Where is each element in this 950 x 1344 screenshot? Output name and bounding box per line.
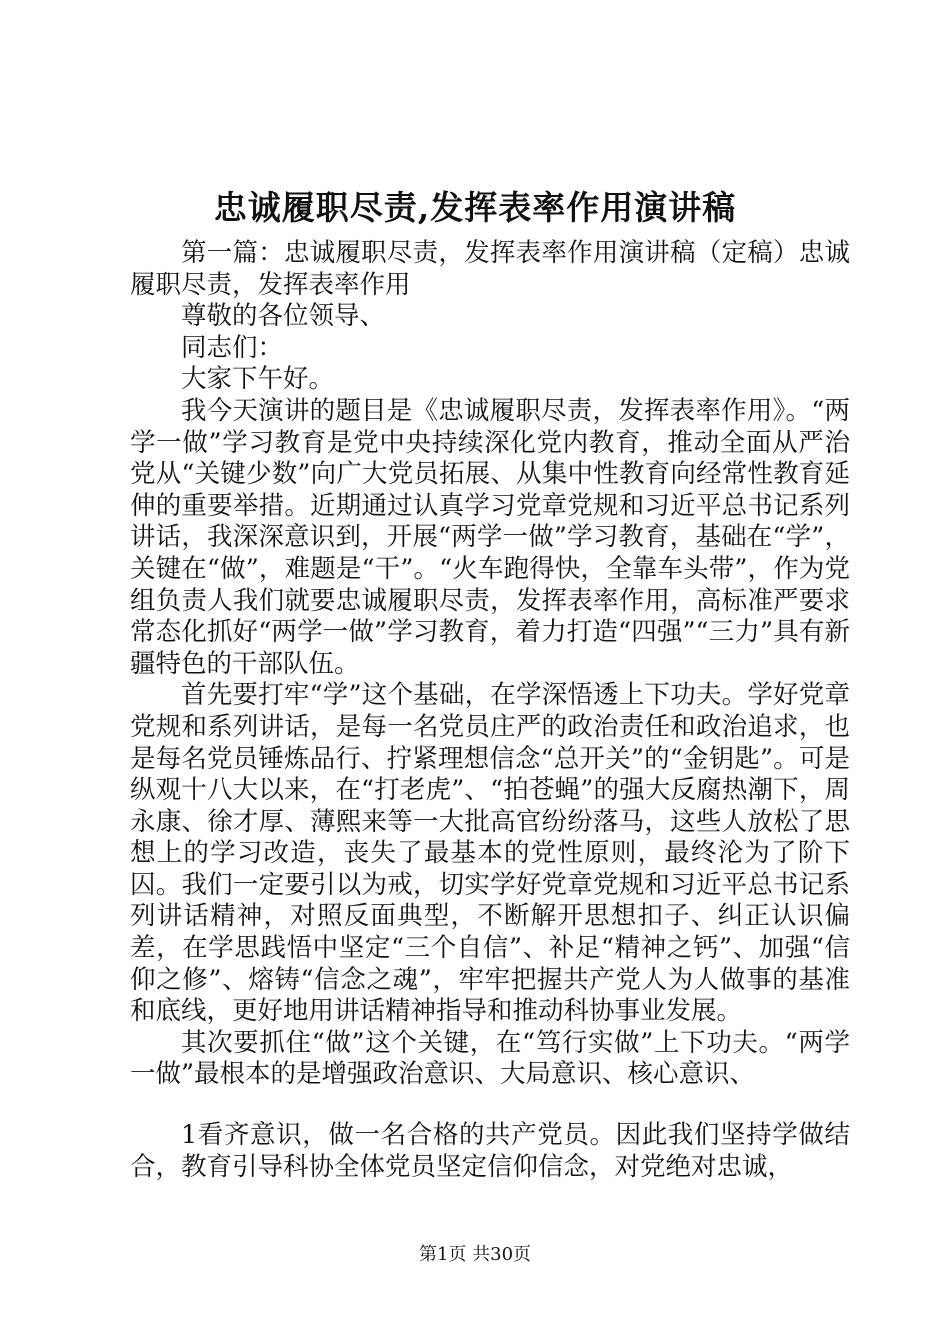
- paragraph-salutation-comrades: 同志们：: [181, 332, 284, 363]
- paragraph-practice: 其次要抓住“做”这个关键，在“笃行实做”上下功夫。“两学一做”最根本的是增强政治意识、大局意识、核心意识、: [130, 1027, 850, 1090]
- paragraph-salutation-leaders: 尊敬的各位领导、: [181, 301, 386, 332]
- paragraph-topic: 我今天演讲的题目是《忠诚履职尽责，发挥表率作用》。“两学一做”学习教育是党中央持续深化党内教育，推动全面从严治党从“关键少数”向广大党员拓展、从集中性教育向经常性教育延伸的重要举措。近期通过认真学习党章党规和习近平总书记系列讲话，我深深意识到，开展“两学一做”学习教育，基础在“学”，关键在“做”，难题是“干”。“火车跑得快，全靠车头带”，作为党组负责人我们就要忠诚履职尽责，发挥表率作用，高标准严要求常态化抓好“两学一做”学习教育，着力打造“四强”“三力”具有新疆特色的干部队伍。: [130, 395, 850, 679]
- document-title: 忠诚履职尽责,发挥表率作用演讲稿: [213, 188, 737, 227]
- paragraph-greeting: 大家下午好。: [181, 364, 335, 395]
- document-continuation: [130, 1120, 850, 1183]
- paragraph-continuation: 1看齐意识，做一名合格的共产党员。因此我们坚持学做结合，教育引导科协全体党员坚定信仰信念，对党绝对忠诚，: [130, 1120, 850, 1182]
- paragraph-intro: 第一篇：忠诚履职尽责，发挥表率作用演讲稿（定稿）忠诚履职尽责，发挥表率作用: [130, 238, 850, 300]
- page-number-footer: 第1页 共30页: [418, 1244, 532, 1265]
- document-body: [130, 238, 850, 1091]
- paragraph-study: 首先要打牢“学”这个基础，在学深悟透上下功夫。学好党章党规和系列讲话，是每一名党员庄严的政治责任和政治追求，也是每名党员锤炼品行、拧紧理想信念“总开关”的“金钥匙”。可是纵观十八大以来，在“打老虎”、“拍苍蝇”的强大反腐热潮下，周永康、徐才厚、薄熙来等一大批高官纷纷落马，这些人放松了思想上的学习改造，丧失了最基本的党性原则，最终沦为了阶下囚。我们一定要引以为戒，切实学好党章党规和习近平总书记系列讲话精神，对照反面典型，不断解开思想扣子、纠正认识偏差，在学思践悟中坚定“三个自信”、补足“精神之钙”、加强“信仰之修”、熔铸“信念之魂”，牢牢把握共产党人为人做事的基准和底线，更好地用讲话精神指导和推动科协事业发展。: [130, 680, 850, 1027]
